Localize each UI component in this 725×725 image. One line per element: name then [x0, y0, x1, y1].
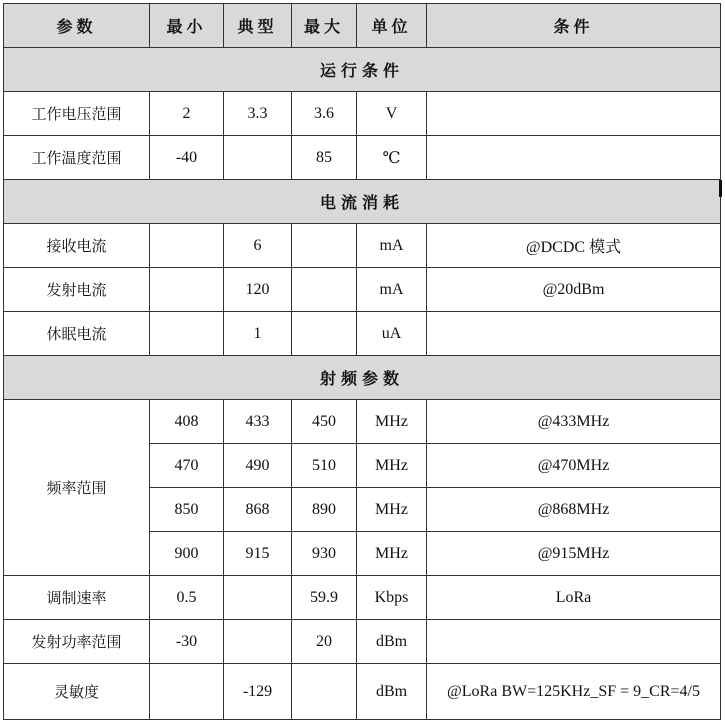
- min-value: -40: [150, 136, 224, 180]
- max-value: [292, 664, 357, 720]
- typ-value: 868: [224, 488, 292, 532]
- max-value: [292, 268, 357, 312]
- max-value: 59.9: [292, 576, 357, 620]
- spec-table: [3, 3, 721, 720]
- table-row: [4, 268, 721, 312]
- typ-value: 915: [224, 532, 292, 576]
- param-name: 接收电流: [4, 224, 150, 268]
- max-value: 510: [292, 444, 357, 488]
- typ-value: [224, 136, 292, 180]
- unit-value: Kbps: [357, 576, 427, 620]
- table-row: [4, 400, 721, 444]
- max-value: 85: [292, 136, 357, 180]
- max-value: 890: [292, 488, 357, 532]
- cond-value: @20dBm: [427, 268, 721, 312]
- header-typ: 典型: [224, 4, 292, 48]
- max-value: [292, 312, 357, 356]
- table-row: [4, 664, 721, 720]
- unit-value: dBm: [357, 620, 427, 664]
- header-min: 最小: [150, 4, 224, 48]
- param-name: 发射功率范围: [4, 620, 150, 664]
- min-value: [150, 224, 224, 268]
- cond-value: LoRa: [427, 576, 721, 620]
- cond-value: @868MHz: [427, 488, 721, 532]
- typ-value: 1: [224, 312, 292, 356]
- min-value: [150, 664, 224, 720]
- typ-value: 490: [224, 444, 292, 488]
- max-value: 930: [292, 532, 357, 576]
- param-name: 休眠电流: [4, 312, 150, 356]
- cond-value: [427, 312, 721, 356]
- min-value: 0.5: [150, 576, 224, 620]
- table-row: [4, 136, 721, 180]
- typ-value: 433: [224, 400, 292, 444]
- section-title: 电流消耗: [4, 180, 721, 224]
- min-value: 850: [150, 488, 224, 532]
- min-value: [150, 268, 224, 312]
- min-value: 470: [150, 444, 224, 488]
- min-value: [150, 312, 224, 356]
- cond-value: [427, 136, 721, 180]
- unit-value: dBm: [357, 664, 427, 720]
- section-title: 射频参数: [4, 356, 721, 400]
- header-row: [4, 4, 721, 48]
- param-name: 调制速率: [4, 576, 150, 620]
- header-unit: 单位: [357, 4, 427, 48]
- min-value: 900: [150, 532, 224, 576]
- header-max: 最大: [292, 4, 357, 48]
- param-name: 频率范围: [4, 400, 150, 576]
- min-value: -30: [150, 620, 224, 664]
- typ-value: [224, 620, 292, 664]
- typ-value: [224, 576, 292, 620]
- param-name: 工作温度范围: [4, 136, 150, 180]
- table-row: [4, 224, 721, 268]
- min-value: 408: [150, 400, 224, 444]
- cond-value: @915MHz: [427, 532, 721, 576]
- section-rf: [4, 356, 721, 400]
- section-current: [4, 180, 721, 224]
- cond-value: @433MHz: [427, 400, 721, 444]
- unit-value: MHz: [357, 444, 427, 488]
- cond-value: @470MHz: [427, 444, 721, 488]
- typ-value: 120: [224, 268, 292, 312]
- table-row: [4, 576, 721, 620]
- typ-value: 3.3: [224, 92, 292, 136]
- section-operating: [4, 48, 721, 92]
- cond-value: @DCDC 模式: [427, 224, 721, 268]
- typ-value: 6: [224, 224, 292, 268]
- cond-value: [427, 620, 721, 664]
- header-cond: 条件: [427, 4, 721, 48]
- param-name: 发射电流: [4, 268, 150, 312]
- cond-value: [427, 92, 721, 136]
- param-name: 工作电压范围: [4, 92, 150, 136]
- max-value: [292, 224, 357, 268]
- header-param: 参数: [4, 4, 150, 48]
- max-value: 450: [292, 400, 357, 444]
- unit-value: ℃: [357, 136, 427, 180]
- unit-value: MHz: [357, 400, 427, 444]
- min-value: 2: [150, 92, 224, 136]
- unit-value: V: [357, 92, 427, 136]
- unit-value: uA: [357, 312, 427, 356]
- unit-value: MHz: [357, 488, 427, 532]
- typ-value: -129: [224, 664, 292, 720]
- unit-value: mA: [357, 224, 427, 268]
- cond-value: @LoRa BW=125KHz_SF = 9_CR=4/5: [427, 664, 721, 720]
- table-row: [4, 620, 721, 664]
- param-name: 灵敏度: [4, 664, 150, 720]
- section-title: 运行条件: [4, 48, 721, 92]
- edge-mark: [719, 180, 722, 197]
- table-row: [4, 312, 721, 356]
- unit-value: mA: [357, 268, 427, 312]
- max-value: 3.6: [292, 92, 357, 136]
- max-value: 20: [292, 620, 357, 664]
- unit-value: MHz: [357, 532, 427, 576]
- table-row: [4, 92, 721, 136]
